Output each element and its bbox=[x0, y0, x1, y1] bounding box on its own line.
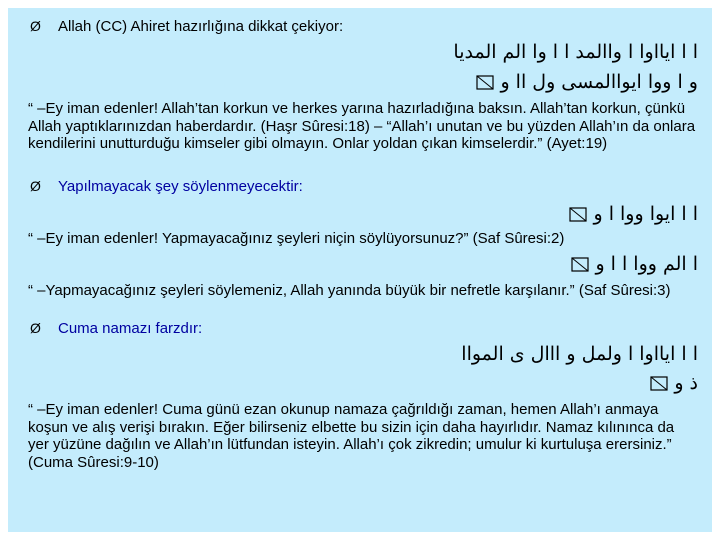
heading-cuma: Cuma namazı farzdır: bbox=[58, 320, 203, 337]
heading-yapilmayacak: Yapılmayacak şey söylenmeyecektir: bbox=[58, 178, 303, 195]
slide bbox=[8, 8, 712, 532]
heading-ahiret: Allah (CC) Ahiret hazırlığına dikkat çekiyor: bbox=[58, 18, 344, 35]
window-glyph-icon bbox=[650, 376, 668, 392]
window-glyph-icon bbox=[571, 257, 589, 273]
arabic-verse-1b: و ا ووا ايواالمسى ول اا و bbox=[476, 71, 698, 93]
bullet-arrow-icon: Ø bbox=[30, 320, 41, 336]
arabic-verse-4b: ذ و bbox=[650, 372, 698, 394]
window-glyph-icon bbox=[569, 207, 587, 223]
translation-para-3: “ –Yapmayacağınız şeyleri söylemeniz, Allah yanında büyük bir nefretle karşılanır.” (Saf Sûresi:3) bbox=[28, 282, 671, 299]
arabic-verse-4a: ا ا ايااوا ا ولمل و ااال ى المواا bbox=[461, 343, 698, 365]
translation-para-2: “ –Ey iman edenler! Yapmayacağınız şeyleri niçin söylüyorsunuz?” (Saf Sûresi:2) bbox=[28, 230, 565, 247]
arabic-verse-1a: ا ا ايااوا ا واالمد ا ا وا الم المديا bbox=[453, 41, 698, 63]
bullet-arrow-icon: Ø bbox=[30, 178, 41, 194]
translation-para-1: “ –Ey iman edenler! Allah’tan korkun ve herkes yarına hazırladığına baksın. Allah’tan korkun, çünkü Allah yaptıklarınızdan haberdardır. (Haşr Sûresi:18) – “Allah’ı unutan ve bu yüzden Allah’ın da onlara kendilerini unutturduğu kimseler gibi olmayın. Onlar yoldan çıkan kimselerdir.” (Ayet:19) bbox=[28, 100, 696, 152]
arabic-verse-3: ا الم ووا ا ا و bbox=[571, 253, 698, 275]
translation-para-4: “ –Ey iman edenler! Cuma günü ezan okunup namaza çağrıldığı zaman, hemen Allah’ı anmaya koşun ve alış verişi bırakın. Eğer bilirseniz elbette bu sizin için daha hayırlıdır. Namaz kılınınca da yer yüzüne dağılın ve Allah’ın lütfundan isteyin. Allah’ı çok zikredin; umulur ki kurtuluşa erersiniz.” (Cuma Sûresi:9-10) bbox=[28, 401, 675, 471]
bullet-arrow-icon: Ø bbox=[30, 18, 41, 34]
arabic-verse-2: ا ا ايوا ووا ا و bbox=[569, 203, 698, 225]
window-glyph-icon bbox=[476, 75, 494, 91]
